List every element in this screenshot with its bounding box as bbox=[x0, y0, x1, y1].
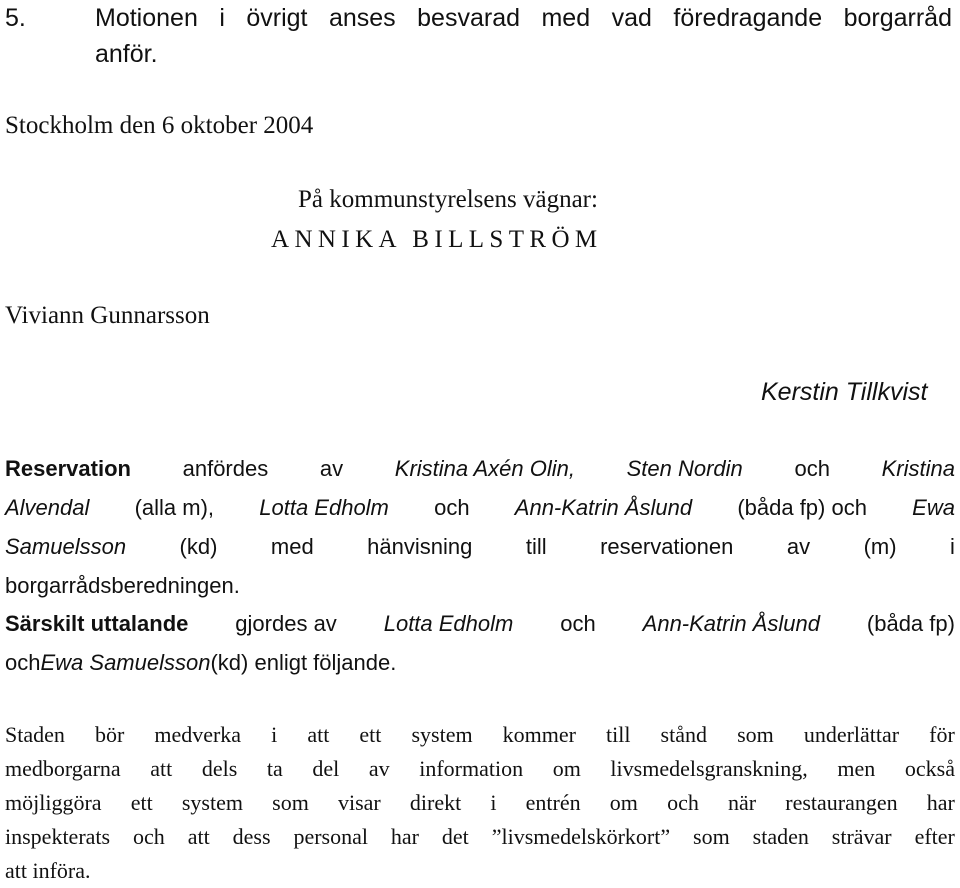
word: medborgarna bbox=[5, 756, 121, 781]
word: dess bbox=[232, 824, 271, 849]
special-statement-paragraph bbox=[5, 604, 955, 682]
place-date: Stockholm den 6 oktober 2004 bbox=[5, 112, 314, 139]
person-name: Alvendal bbox=[5, 495, 90, 520]
word: att bbox=[307, 722, 330, 747]
word: reservationen bbox=[600, 534, 734, 559]
paragraph-line bbox=[5, 527, 955, 566]
word: Staden bbox=[5, 722, 65, 747]
word: med bbox=[541, 4, 591, 32]
signature-left: Viviann Gunnarsson bbox=[5, 302, 210, 329]
word: (kd) enligt följande. bbox=[210, 650, 397, 675]
paragraph-line bbox=[5, 752, 955, 786]
word: har bbox=[926, 790, 955, 815]
paragraph-line bbox=[5, 718, 955, 752]
signer-name: ANNIKA BILLSTRÖM bbox=[271, 226, 603, 253]
word: övrigt bbox=[246, 4, 308, 32]
word: anses bbox=[328, 4, 396, 32]
word: personal bbox=[293, 824, 368, 849]
word: av bbox=[368, 756, 390, 781]
word: (m) bbox=[863, 534, 897, 559]
word: stånd bbox=[660, 722, 707, 747]
word: livsmedelsgranskning, bbox=[610, 756, 808, 781]
word: del bbox=[312, 756, 340, 781]
word: ett bbox=[359, 722, 382, 747]
person-name: Samuelsson bbox=[5, 534, 127, 559]
word: dels bbox=[201, 756, 238, 781]
word: i bbox=[490, 790, 497, 815]
word: har bbox=[390, 824, 419, 849]
word: som bbox=[737, 722, 774, 747]
paragraph-line bbox=[5, 488, 955, 527]
word: möjliggöra bbox=[5, 790, 102, 815]
word: system bbox=[181, 790, 243, 815]
word: information bbox=[419, 756, 524, 781]
word: visar bbox=[337, 790, 381, 815]
list-item-line-1 bbox=[95, 0, 952, 36]
word: restaurangen bbox=[785, 790, 898, 815]
word: medverka bbox=[154, 722, 242, 747]
word: ta bbox=[266, 756, 283, 781]
word: vad bbox=[611, 4, 652, 32]
signature-right: Kerstin Tillkvist bbox=[761, 378, 928, 406]
paragraph-line bbox=[5, 854, 955, 888]
paragraph-line bbox=[5, 786, 955, 820]
word: strävar bbox=[831, 824, 892, 849]
word: i bbox=[271, 722, 278, 747]
word: till bbox=[606, 722, 631, 747]
special-statement-label: Särskilt uttalande bbox=[5, 611, 189, 636]
word: borgarrådsberedningen. bbox=[5, 573, 240, 598]
statement-text bbox=[5, 718, 955, 888]
word: efter bbox=[914, 824, 955, 849]
person-name: Kristina bbox=[881, 456, 955, 481]
word: (båda fp) och bbox=[737, 495, 867, 520]
word: ett bbox=[130, 790, 153, 815]
word: föredragande bbox=[673, 4, 823, 32]
list-item-number: 5. bbox=[5, 4, 26, 32]
word: om bbox=[552, 756, 581, 781]
word: ”livsmedelskörkort” bbox=[491, 824, 671, 849]
person-name: Ann-Katrin Åslund bbox=[514, 495, 693, 520]
word: att införa. bbox=[5, 858, 91, 883]
paragraph-line bbox=[5, 449, 955, 488]
word: med bbox=[270, 534, 314, 559]
word: staden bbox=[752, 824, 809, 849]
word: också bbox=[904, 756, 955, 781]
person-name: Ann-Katrin Åslund bbox=[642, 611, 820, 636]
word: att bbox=[150, 756, 173, 781]
word: (båda fp) bbox=[866, 611, 955, 636]
word: inspekterats bbox=[5, 824, 111, 849]
paragraph-line bbox=[5, 820, 955, 854]
word: (alla m), bbox=[134, 495, 215, 520]
word: och bbox=[133, 824, 165, 849]
person-name: Ewa Samuelsson bbox=[40, 650, 211, 675]
person-name: Lotta Edholm bbox=[383, 611, 514, 636]
word: och bbox=[434, 495, 470, 520]
paragraph-line bbox=[5, 566, 955, 605]
word: besvarad bbox=[417, 4, 521, 32]
word: anfördes bbox=[182, 456, 269, 481]
word: underlättar bbox=[803, 722, 900, 747]
word: och bbox=[667, 790, 699, 815]
word: i bbox=[950, 534, 955, 559]
person-name: Ewa bbox=[912, 495, 955, 520]
reservation-paragraph bbox=[5, 449, 955, 605]
word: och bbox=[5, 650, 41, 675]
word: som bbox=[693, 824, 730, 849]
word: att bbox=[187, 824, 210, 849]
on-behalf-line: På kommunstyrelsens vägnar: bbox=[298, 186, 598, 213]
word: som bbox=[272, 790, 309, 815]
paragraph-line bbox=[5, 604, 955, 643]
person-name: Lotta Edholm bbox=[259, 495, 389, 520]
word: och bbox=[560, 611, 596, 636]
person-name: Sten Nordin bbox=[626, 456, 743, 481]
word: och bbox=[794, 456, 830, 481]
word: till bbox=[525, 534, 547, 559]
word: när bbox=[728, 790, 757, 815]
word: gjordes av bbox=[235, 611, 337, 636]
reservation-label: Reservation bbox=[5, 456, 131, 481]
word: borgarråd bbox=[843, 4, 952, 32]
word: för bbox=[929, 722, 955, 747]
word: det bbox=[441, 824, 469, 849]
paragraph-line bbox=[5, 643, 955, 682]
word: (kd) bbox=[179, 534, 218, 559]
word: men bbox=[837, 756, 876, 781]
person-name: Kristina Axén Olin, bbox=[394, 456, 575, 481]
word: system bbox=[411, 722, 473, 747]
word: i bbox=[219, 4, 225, 32]
word: direkt bbox=[409, 790, 462, 815]
word: hänvisning bbox=[367, 534, 473, 559]
word: bör bbox=[94, 722, 125, 747]
word: kommer bbox=[502, 722, 576, 747]
word: om bbox=[609, 790, 638, 815]
word: Motionen bbox=[95, 4, 198, 32]
word: entrén bbox=[525, 790, 581, 815]
word: av bbox=[319, 456, 344, 481]
list-item-line-2: anför. bbox=[95, 40, 158, 68]
list-item-5 bbox=[5, 0, 955, 72]
word: av bbox=[786, 534, 811, 559]
